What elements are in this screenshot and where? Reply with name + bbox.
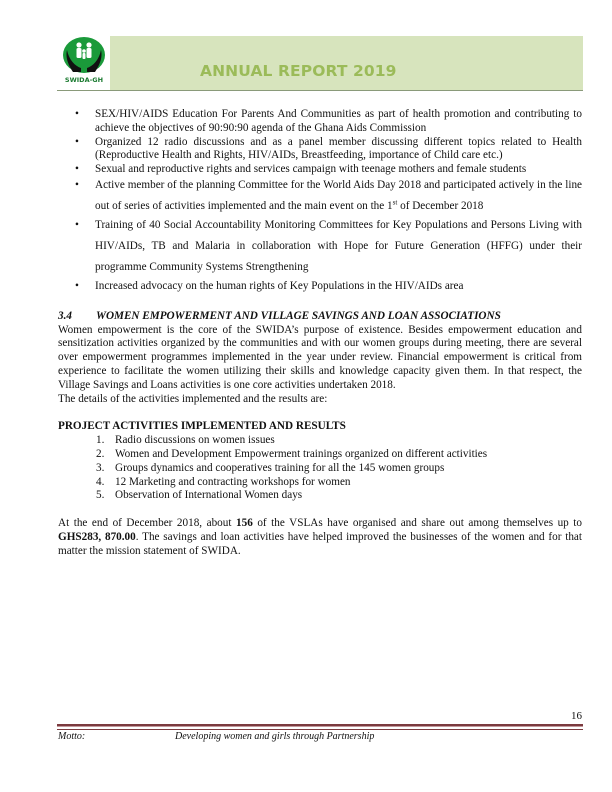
share-out-amount: GHS283, 870.00 xyxy=(58,530,136,543)
bullet-icon: • xyxy=(75,218,79,231)
details-intro: The details of the activities implemented and the results are: xyxy=(58,392,328,405)
bullet-icon: • xyxy=(75,163,79,176)
page-content xyxy=(58,108,582,559)
section-paragraph: Women empowerment is the core of the SWIDA’s purpose of existence. Besides empowerment education and sensitization activities organized by the communities and with our women groups during meeting, there are several over empowerment programmes implemented in the year under review. Financial empowerment is critical from experience to facilitate the women utilizing their skills and knowledge capacity given them. In that respect, the Village Savings and Loans activities is one core activities undertaken 2018. xyxy=(58,323,582,391)
list-item: 4. 12 Marketing and contracting workshops for women xyxy=(96,475,351,488)
list-item: • Training of 40 Social Accountability Monitoring Committees for Key Populations and Persons Living with HIV/AIDs, TB and Malaria in collaboration with Hope for Future Generation (HFFG) under their programme Community Systems Strengthening xyxy=(58,215,582,278)
list-item: • SEX/HIV/AIDS Education For Parents And Communities as part of health promotion and contributing to achieve the objectives of 90:90:90 agenda of the Ghana Aids Commission xyxy=(75,108,582,134)
page-header xyxy=(57,36,583,91)
vsla-count: 156 xyxy=(236,517,253,530)
swida-logo xyxy=(59,36,109,84)
bullet-icon: • xyxy=(75,108,79,120)
report-title: ANNUAL REPORT 2019 xyxy=(200,62,397,80)
activities-list xyxy=(58,434,582,503)
bullet-list xyxy=(58,108,582,294)
list-item: • Sexual and reproductive rights and services campaign with teenage mothers and female students xyxy=(75,163,527,176)
section-heading xyxy=(58,310,582,324)
closing-paragraph: At the end of December 2018, about 156 of the VSLAs have organised and share out among themselves up to GHS283, 870.00. The savings and loan activities have helped improved the businesses of the women and for that matter the mission statement of SWIDA. xyxy=(58,517,582,557)
bullet-icon: • xyxy=(75,178,79,191)
section-title: WOMEN EMPOWERMENT AND VILLAGE SAVINGS AND LOAN ASSOCIATIONS xyxy=(96,309,501,322)
motto-label: Motto: xyxy=(58,731,86,742)
section-number: 3.4 xyxy=(58,309,72,322)
page-number: 16 xyxy=(571,710,582,722)
motto-text: Developing women and girls through Partnership xyxy=(175,731,375,742)
activities-heading: PROJECT ACTIVITIES IMPLEMENTED AND RESULTS xyxy=(58,420,346,433)
list-item: 3. Groups dynamics and cooperatives training for all the 145 women groups xyxy=(96,461,445,474)
list-item: • Organized 12 radio discussions and as a panel member discussing different topics related to Health (Reproductive Health and Rights, HIV/AIDs, Breastfeeding, importance of Child care etc.) xyxy=(75,135,582,162)
list-item: • Active member of the planning Committee for the World Aids Day 2018 and participated actively in the line out of series of activities implemented and the main event on the 1st of December 2018 xyxy=(58,175,582,217)
bullet-icon: • xyxy=(75,279,79,292)
list-item: 5. Observation of International Women days xyxy=(96,489,303,502)
list-item: • Increased advocacy on the human rights of Key Populations in the HIV/AIDs area xyxy=(75,279,464,292)
footer-divider xyxy=(57,724,583,730)
list-item: 2. Women and Development Empowerment trainings organized on different activities xyxy=(96,447,488,460)
logo-icon xyxy=(59,36,109,84)
list-item: 1. Radio discussions on women issues xyxy=(96,434,275,447)
bullet-icon: • xyxy=(75,135,79,148)
svg-text:SWIDA-GH: SWIDA-GH xyxy=(64,76,104,84)
